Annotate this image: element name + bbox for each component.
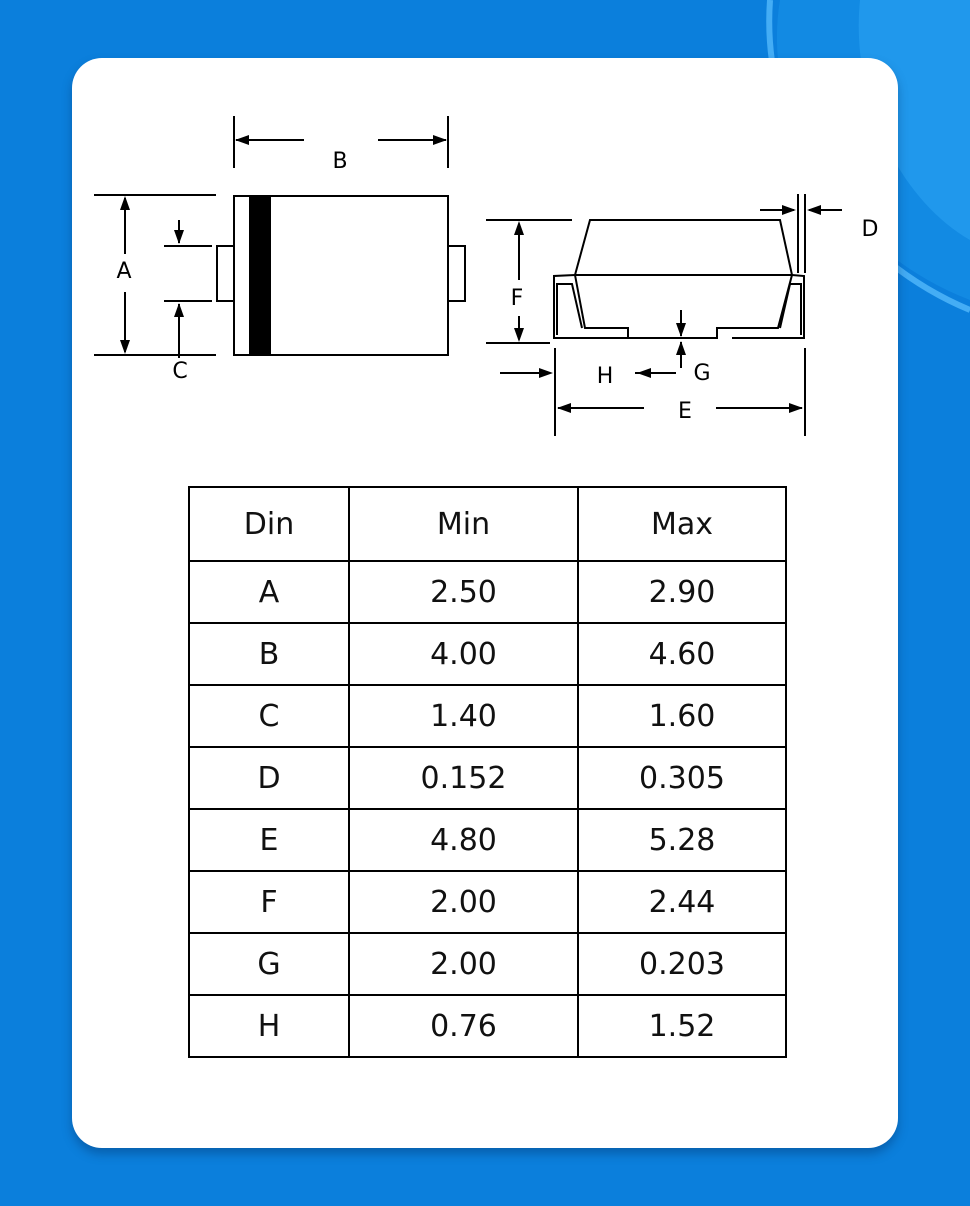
cell-din: F	[189, 871, 349, 933]
dimension-label-g: G	[693, 361, 711, 386]
table-header-row	[189, 487, 786, 561]
table-row	[189, 871, 786, 933]
content-card	[72, 58, 898, 1148]
cell-din: G	[189, 933, 349, 995]
dimension-label-d: D	[861, 217, 879, 242]
dimension-label-b: B	[332, 149, 348, 174]
dimension-table	[188, 486, 787, 1058]
table-row	[189, 809, 786, 871]
dimension-label-f: F	[510, 286, 524, 311]
header-min: Min	[349, 487, 578, 561]
table-row	[189, 623, 786, 685]
dimension-label-c: C	[172, 359, 188, 384]
right-lead	[448, 246, 465, 301]
cell-din: C	[189, 685, 349, 747]
cell-max: 1.52	[578, 995, 786, 1057]
cell-max: 2.44	[578, 871, 786, 933]
dimension-label-h: H	[596, 364, 614, 389]
cell-min: 2.50	[349, 561, 578, 623]
cell-min: 0.76	[349, 995, 578, 1057]
cell-din: A	[189, 561, 349, 623]
package-outline-diagram	[72, 58, 898, 478]
cell-max: 5.28	[578, 809, 786, 871]
table-row	[189, 995, 786, 1057]
cell-min: 0.152	[349, 747, 578, 809]
table-row	[189, 747, 786, 809]
side-view-mold-top	[575, 220, 792, 275]
left-lead	[217, 246, 234, 301]
header-max: Max	[578, 487, 786, 561]
cell-max: 0.305	[578, 747, 786, 809]
cell-max: 1.60	[578, 685, 786, 747]
cell-min: 4.00	[349, 623, 578, 685]
dimension-label-a: A	[116, 259, 132, 284]
table-row	[189, 685, 786, 747]
cell-min: 2.00	[349, 933, 578, 995]
header-din: Din	[189, 487, 349, 561]
cell-max: 4.60	[578, 623, 786, 685]
dimension-label-e: E	[678, 399, 692, 424]
cell-din: D	[189, 747, 349, 809]
cell-max: 2.90	[578, 561, 786, 623]
cell-din: H	[189, 995, 349, 1057]
cell-din: B	[189, 623, 349, 685]
cell-min: 1.40	[349, 685, 578, 747]
cell-max: 0.203	[578, 933, 786, 995]
cell-min: 4.80	[349, 809, 578, 871]
cell-min: 2.00	[349, 871, 578, 933]
table-row	[189, 933, 786, 995]
cell-din: E	[189, 809, 349, 871]
cathode-band	[250, 196, 270, 355]
table-row	[189, 561, 786, 623]
